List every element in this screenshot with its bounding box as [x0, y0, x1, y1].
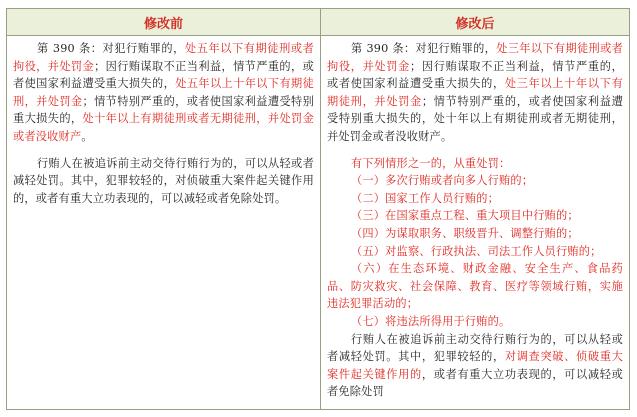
text-run: 。	[81, 129, 93, 143]
highlighted-text: 处五年以下有期徒刑或者拘役，并处罚金	[13, 42, 314, 73]
before-briber-paragraph: 行贿人在被追诉前主动交待行贿行为的，可以从轻或者减轻处罚。其中，犯罪较轻的，对侦破重大案件起关键作用的，或者有重大立功表现的，可以减轻或者免除处罚。	[13, 156, 314, 205]
after-briber-paragraph	[327, 331, 623, 401]
aggravating-item-4: （四）为谋取职务、职级晋升、调整行贿的；	[351, 226, 579, 240]
aggravating-item-7: （七）将违法所得用于行贿的。	[351, 314, 511, 328]
text-run: ；情节特别严重的，或者使国家利益遭受特别重大损失的，	[13, 94, 314, 126]
highlighted-text: 处三年以上十年以下有期徒刑，并处罚金	[327, 77, 623, 108]
before-article-paragraph	[13, 40, 314, 146]
header-after: 修改后	[321, 9, 629, 36]
highlighted-text: 对调查突破、侦破重大案件起关键作用的	[327, 350, 623, 381]
aggravating-intro: 有下列情形之一的，从重处罚：	[351, 156, 511, 170]
aggravating-list	[327, 172, 623, 330]
highlighted-text: 处三年以下有期徒刑或者拘役，并处罚金	[327, 42, 624, 73]
text-run: ，或者有重大立功表现的，可以减轻或者免除处罚	[327, 367, 623, 399]
aggravating-item-2: （二）国家工作人员行贿的；	[351, 191, 500, 205]
text-run: ；情节特别严重的，或者使国家利益遭受特别重大损失的，处十年以上有期徒刑或者无期徒刑，并处罚金或者没收财产。	[327, 94, 623, 143]
text-run: ；因行贿谋取不正当利益，情节严重的，或者使国家利益遭受重大损失的，	[327, 59, 623, 91]
header-before: 修改前	[7, 9, 321, 36]
aggravating-item-3: （三）在国家重点工程、重大项目中行贿的；	[351, 209, 579, 223]
text-run: 行贿人在被追诉前主动交待行贿行为的，可以从轻或者减轻处罚。其中，犯罪较轻的，	[327, 332, 623, 364]
highlighted-text: 处十年以上有期徒刑或者无期徒刑，并处罚金或者没收财产	[13, 112, 314, 143]
before-cell	[7, 36, 321, 409]
aggravating-item-1: （一）多次行贿或者向多人行贿的；	[351, 174, 534, 188]
after-cell	[321, 36, 629, 409]
text-run: 第 390 条：对犯行贿罪的，	[37, 42, 185, 55]
text-run: 第 390 条：对犯行贿罪的，	[351, 42, 497, 55]
comparison-table	[6, 8, 630, 410]
after-article-paragraph	[327, 40, 623, 146]
aggravating-item-5: （五）对监察、行政执法、司法工作人员行贿的；	[351, 244, 602, 258]
aggravating-item-6: （六）在生态环境、财政金融、安全生产、食品药品、防灾救灾、社会保障、教育、医疗等领域行贿，实施违法犯罪活动的；	[327, 262, 623, 311]
highlighted-text: 处五年以上十年以下有期徒刑，并处罚金	[13, 77, 314, 108]
text-run: ；因行贿谋取不正当利益，情节严重的，或者使国家利益遭受重大损失的，	[13, 59, 314, 91]
